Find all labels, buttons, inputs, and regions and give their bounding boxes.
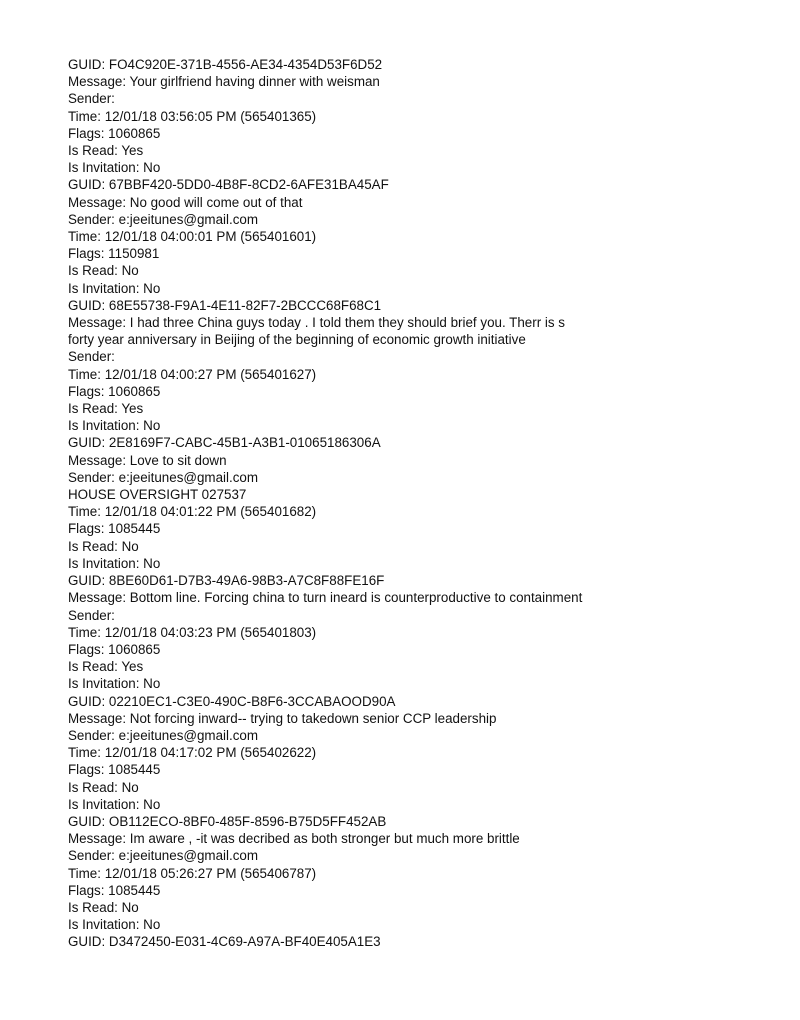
guid-line: GUID: D3472450-E031-4C69-A97A-BF40E405A1E3 xyxy=(68,934,381,950)
flags-line: Flags: 1085445 xyxy=(68,521,161,537)
is-invitation-line: Is Invitation: No xyxy=(68,917,161,933)
message-log xyxy=(68,56,768,951)
is-read-line: Is Read: Yes xyxy=(68,143,144,159)
is-invitation-line: Is Invitation: No xyxy=(68,418,161,434)
sender-line: Sender: e:jeeitunes@gmail.com xyxy=(68,469,258,485)
is-invitation-line: Is Invitation: No xyxy=(68,676,161,692)
is-read-line: Is Read: Yes xyxy=(68,401,144,417)
guid-line: GUID: 67BBF420-5DD0-4B8F-8CD2-6AFE31BA45AF xyxy=(68,177,389,193)
message-line: Message: Im aware , -it was decribed as both stronger but much more brittle xyxy=(68,831,520,847)
message-line: Message: Not forcing inward-- trying to takedown senior CCP leadership xyxy=(68,710,497,726)
is-invitation-line: Is Invitation: No xyxy=(68,555,161,571)
is-read-line: Is Read: No xyxy=(68,899,139,915)
message-continuation-line: forty year anniversary in Beijing of the beginning of economic growth initiative xyxy=(68,332,526,348)
sender-line: Sender: xyxy=(68,349,115,365)
time-line: Time: 12/01/18 03:56:05 PM (565401365) xyxy=(68,108,317,124)
sender-line: Sender: e:jeeitunes@gmail.com xyxy=(68,211,258,227)
sender-line: Sender: e:jeeitunes@gmail.com xyxy=(68,848,258,864)
guid-line: GUID: 2E8169F7-CABC-45B1-A3B1-01065186306A xyxy=(68,435,381,451)
time-line: Time: 12/01/18 04:17:02 PM (565402622) xyxy=(68,745,317,761)
flags-line: Flags: 1085445 xyxy=(68,762,161,778)
is-invitation-line: Is Invitation: No xyxy=(68,280,161,296)
time-line: Time: 12/01/18 04:01:22 PM (565401682) xyxy=(68,504,317,520)
flags-line: Flags: 1085445 xyxy=(68,882,161,898)
is-read-line: Is Read: No xyxy=(68,263,139,279)
is-read-line: Is Read: No xyxy=(68,779,139,795)
message-line: Message: Love to sit down xyxy=(68,452,227,468)
message-line: Message: Bottom line. Forcing china to turn ineard is counterproductive to containment xyxy=(68,590,583,606)
flags-line: Flags: 1060865 xyxy=(68,125,161,141)
time-line: Time: 12/01/18 05:26:27 PM (565406787) xyxy=(68,865,317,881)
guid-line: GUID: 02210EC1-C3E0-490C-B8F6-3CCABAOOD90A xyxy=(68,693,396,709)
guid-line: GUID: OB112ECO-8BF0-485F-8596-B75D5FF452AB xyxy=(68,813,387,829)
time-line: Time: 12/01/18 04:00:01 PM (565401601) xyxy=(68,229,317,245)
sender-line: Sender: xyxy=(68,91,115,107)
sender-line: Sender: xyxy=(68,607,115,623)
flags-line: Flags: 1060865 xyxy=(68,641,161,657)
time-line: Time: 12/01/18 04:00:27 PM (565401627) xyxy=(68,366,317,382)
message-line: Message: I had three China guys today . I told them they should brief you. Therr is s xyxy=(68,315,565,331)
flags-line: Flags: 1150981 xyxy=(68,246,160,262)
message-line: Message: Your girlfriend having dinner with weisman xyxy=(68,74,380,90)
guid-line: GUID: FO4C920E-371B-4556-AE34-4354D53F6D52 xyxy=(68,57,383,72)
time-line: Time: 12/01/18 04:03:23 PM (565401803) xyxy=(68,624,317,640)
sender-line: Sender: e:jeeitunes@gmail.com xyxy=(68,727,258,743)
flags-line: Flags: 1060865 xyxy=(68,383,161,399)
guid-line: GUID: 68E55738-F9A1-4E11-82F7-2BCCC68F68C1 xyxy=(68,297,382,313)
is-invitation-line: Is Invitation: No xyxy=(68,796,161,812)
message-line: Message: No good will come out of that xyxy=(68,194,303,210)
is-invitation-line: Is Invitation: No xyxy=(68,160,161,176)
guid-line: GUID: 8BE60D61-D7B3-49A6-98B3-A7C8F88FE16F xyxy=(68,573,385,589)
is-read-line: Is Read: Yes xyxy=(68,659,144,675)
bates-stamp: HOUSE OVERSIGHT 027537 xyxy=(68,487,247,503)
is-read-line: Is Read: No xyxy=(68,538,139,554)
